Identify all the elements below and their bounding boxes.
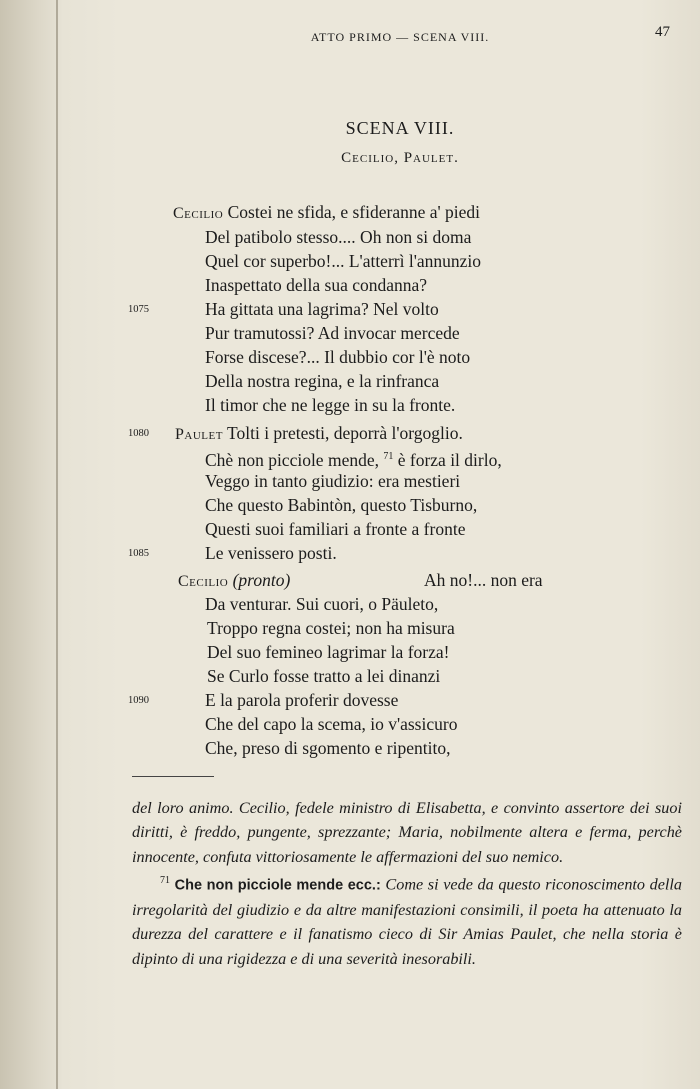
footnote-lemma: Che non picciole mende ecc.: <box>174 877 381 894</box>
verse-line <box>0 297 700 321</box>
verse-text: Che, preso di sgomento e ripentito, <box>205 738 451 758</box>
verse-text: Troppo regna costei; non ha misura <box>207 618 455 638</box>
verse-text: Le venissero posti. <box>205 543 337 563</box>
verse-line <box>0 568 700 592</box>
page-number: 47 <box>655 24 670 40</box>
verse-line <box>0 541 700 565</box>
scene-characters: Cecilio, Paulet. <box>341 150 459 166</box>
verse-line <box>0 249 700 273</box>
running-head: ATTO PRIMO — SCENA VIII. <box>310 30 490 44</box>
verse-line <box>0 345 700 369</box>
verse-text: Che questo Babintòn, questo Tisburno, <box>205 495 478 515</box>
footnote-text: Come si vede da questo riconoscimento della irregolarità del giudizio e da altre manifestazioni consimili, il poeta ha attenuato la durezza del carattere e il fanatismo cieco di Sir Amias Paulet, che nella storia è dipinto di una rigidezza e di una severità inesorabili. <box>132 875 682 968</box>
verse-line <box>0 493 700 517</box>
verse-text: Costei ne sfida, e sfideranne a' piedi <box>227 202 481 222</box>
verse-line <box>0 640 700 664</box>
verse-text: Che del capo la scema, io v'assicuro <box>205 714 458 734</box>
verse-line <box>0 225 700 249</box>
line-number: 1075 <box>128 304 149 315</box>
footnote-number: 71 <box>160 875 170 887</box>
verse-line <box>0 321 700 345</box>
footnote-rule <box>132 776 214 777</box>
verse-text: Pur tramutossi? Ad invocar mercede <box>205 323 460 343</box>
verse-text: Ah no!... non era <box>424 570 543 590</box>
verse-text: è forza il dirlo, <box>397 449 502 470</box>
verse-text: Veggo in tanto giudizio: era mestieri <box>205 471 461 491</box>
line-number: 1090 <box>128 695 149 706</box>
verse-line <box>0 736 700 760</box>
footnote-continuation: del loro animo. Cecilio, fedele ministro di Elisabetta, e convinto assertore dei suoi diritti, è freddo, pungente, sprezzante; Maria, nobilmente altera e ferma, perchè innocente, confuta vittoriosamente le affermazioni del suo nemico. <box>132 799 682 866</box>
speaker-name: Cecilio <box>173 205 224 222</box>
line-number: 1085 <box>128 548 149 559</box>
verse-text: Chè non picciole mende, <box>205 449 379 470</box>
verse-text: Del patibolo stesso.... Oh non si doma <box>205 227 472 247</box>
verse-line <box>0 688 700 712</box>
verse-line <box>0 445 700 469</box>
verse-text: Quel cor superbo!... L'atterrì l'annunzio <box>205 251 482 271</box>
verse-text: Del suo femineo lagrimar la forza! <box>207 642 450 662</box>
verse-text: Se Curlo fosse tratto a lei dinanzi <box>207 666 441 686</box>
verse-text: Della nostra regina, e la rinfranca <box>205 371 440 391</box>
verse-line <box>0 421 700 445</box>
verse-line <box>0 664 700 688</box>
verse-line <box>0 369 700 393</box>
scene-title: SCENA VIII. <box>345 118 455 138</box>
verse-text: Il timor che ne legge in su la fronte. <box>205 395 456 415</box>
verse-line <box>0 592 700 616</box>
verse-text: E la parola proferir dovesse <box>205 690 399 710</box>
verse-line <box>0 200 700 224</box>
verse-text: Da venturar. Sui cuori, o Päuleto, <box>205 594 439 614</box>
verse-text: Tolti i pretesti, deporrà l'orgoglio. <box>227 423 463 443</box>
verse-line <box>0 616 700 640</box>
speaker-name: Paulet <box>175 426 223 443</box>
verse-line <box>0 393 700 417</box>
stage-direction: (pronto) <box>232 570 291 590</box>
verse-line <box>0 517 700 541</box>
verse-text: Questi suoi familiari a fronte a fronte <box>205 519 466 539</box>
verse-line <box>0 273 700 297</box>
footnote-71 <box>132 869 682 971</box>
verse-line <box>0 469 700 493</box>
line-number: 1080 <box>128 428 149 439</box>
verse-text: Ha gittata una lagrima? Nel volto <box>205 299 439 319</box>
verse-text: Inaspettato della sua condanna? <box>205 275 428 295</box>
footnotes <box>132 796 682 971</box>
verse-line <box>0 712 700 736</box>
speaker-name: Cecilio <box>178 573 229 590</box>
verse-text: Forse discese?... Il dubbio cor l'è noto <box>205 347 471 367</box>
footnote-ref: 71 <box>383 451 394 462</box>
